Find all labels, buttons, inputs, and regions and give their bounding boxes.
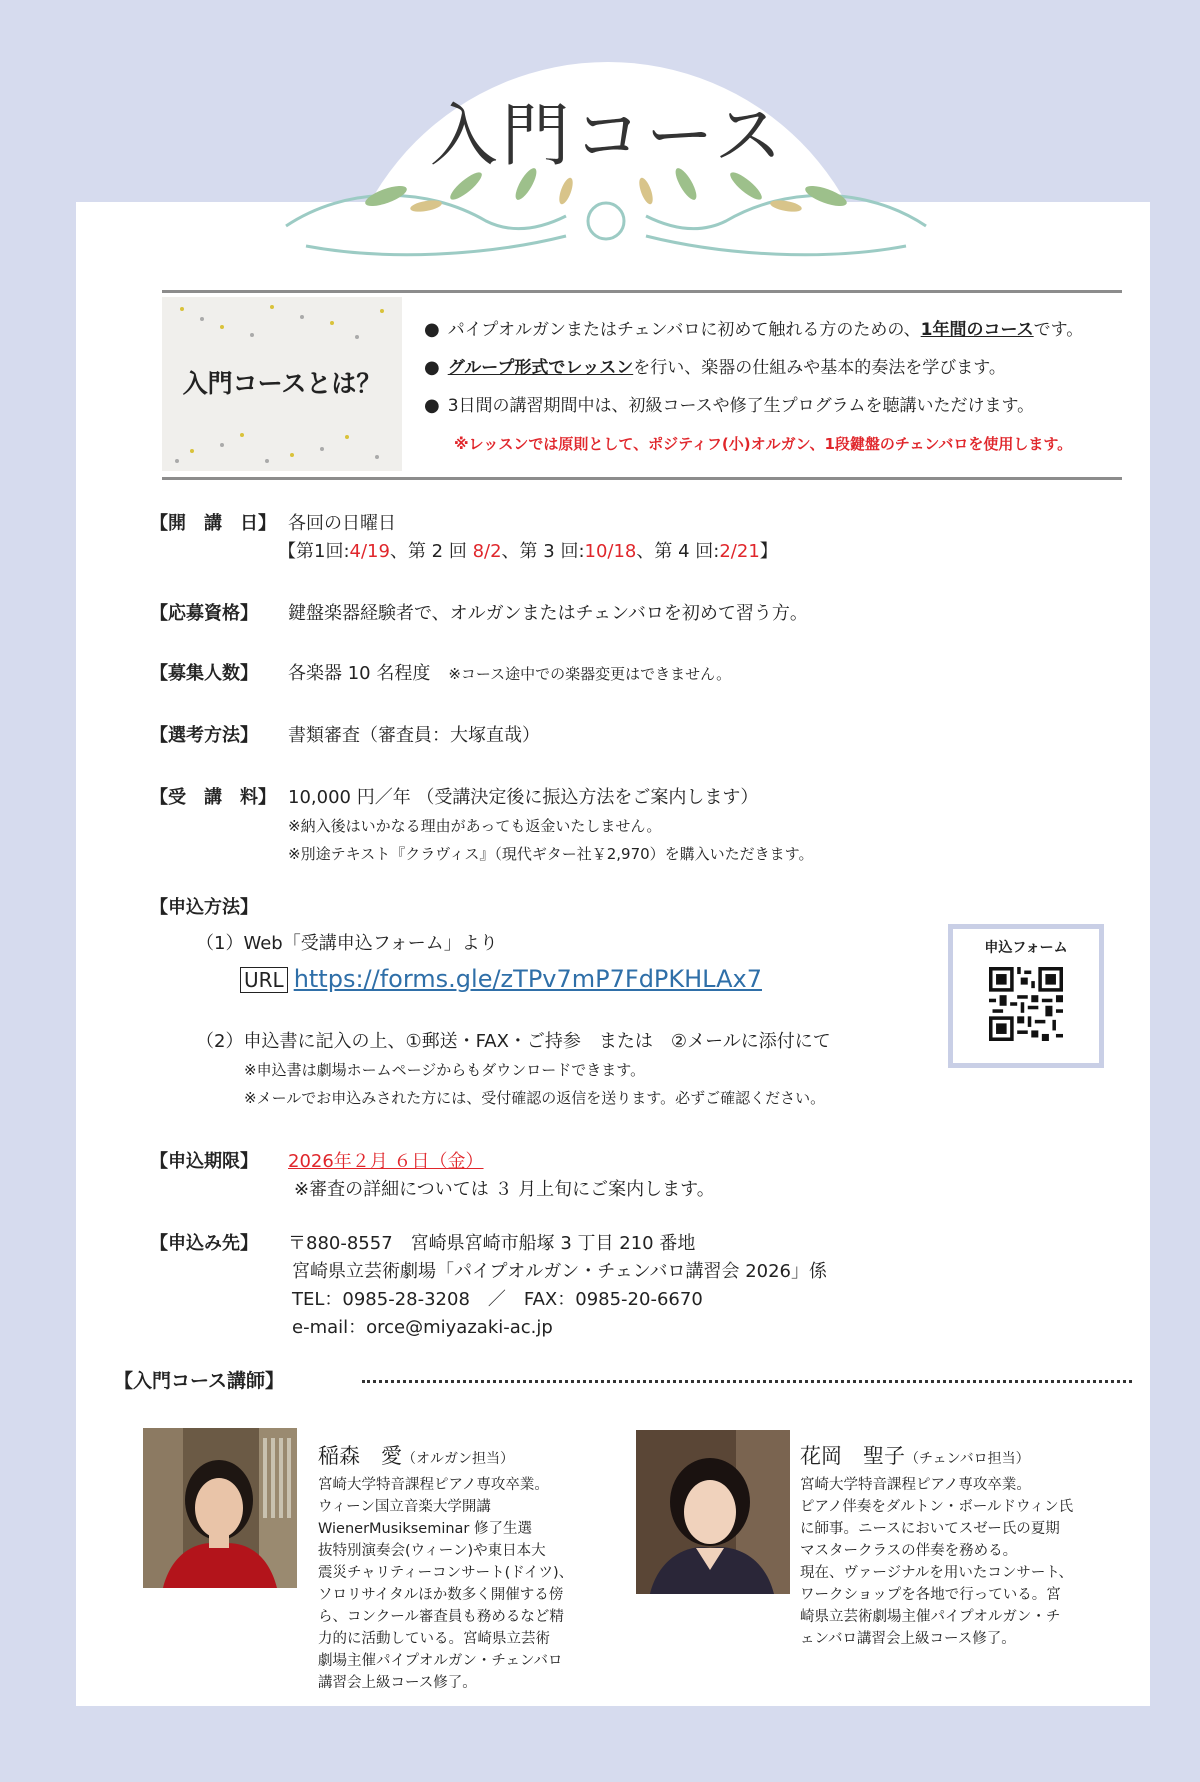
- apply-url: [240, 962, 762, 999]
- apply-web: （1）Web「受講申込フォーム」より: [196, 933, 498, 954]
- form-link[interactable]: https://forms.gle/zTPv7mP7FdPKHLAx7: [293, 965, 762, 993]
- instructor-bio: 宮崎大学特音課程ピアノ専攻卒業。 ウィーン国立音楽大学開講 WienerMusikseminar 修了生選 抜特別演奏会(ウィーン)や東日本大 震災チャリティーコンサート(ドイツ)、 ソロリサイタルほか数多く開催する傍 ら、コンクール審査員も務めるなど精 力的に活動している。宮崎県立芸術 劇場主催パイプオルガン・チェンバロ 講習会上級コース修了。: [318, 1477, 574, 1691]
- leaf-ornament-icon: [266, 166, 946, 266]
- apply: 【申込方法】: [150, 897, 258, 918]
- intro-note: ※レッスンでは原則として、ポジティフ(小)オルガン、1段鍵盤のチェンバロを使用します。: [454, 435, 1073, 453]
- instructor-name: 稲森 愛（オルガン担当）: [318, 1444, 514, 1468]
- intro-item: ● パイプオルガンまたはチェンバロに初めて触れる方のための、1年間のコースです。: [424, 319, 1084, 340]
- intro-label: 入門コースとは？: [182, 369, 382, 398]
- instructor-bio: 宮崎大学特音課程ピアノ専攻卒業。 ピアノ伴奏をダルトン・ボールドウィン氏 に師事。ニースにおいてスゼー氏の夏期 マスタークラスの伴奏を務める。 現在、ヴァージナルを用いたコンサート、 ワークショップを各地で行っている。宮 崎県立芸術劇場主催パイプオルガン・チ ェンバロ講習会上級コース修了。: [800, 1477, 1074, 1647]
- contact: 【申込み先】 〒880-8557 宮崎県宮崎市船塚 3 丁目 210 番地 宮崎県立芸術劇場「パイプオルガン・チェンバロ講習会 2026」係 TEL：0985-28-3208 ／ FAX：0985-20-6670 e-mail：orce@miyazaki-ac.jp: [150, 1233, 828, 1338]
- intro-item: ● 3日間の講習期間中は、初級コースや修了生プログラムを聴講いただけます。: [424, 395, 1035, 416]
- qr-label: 申込フォーム: [984, 940, 1068, 956]
- selection: 【選考方法】 書類審査（審査員：大塚直哉）: [150, 725, 540, 746]
- dotted-divider: [362, 1380, 1132, 1383]
- intro-list: [424, 311, 1124, 463]
- bullet-icon: ●: [424, 319, 440, 340]
- deadline: 【申込期限】 2026年２月 ６日（金） ※審査の詳細については ３ 月上旬にご案内します。: [150, 1151, 715, 1200]
- instructor-name: 花岡 聖子（チェンバロ担当）: [800, 1444, 1030, 1468]
- eligibility: 【応募資格】 鍵盤楽器経験者で、オルガンまたはチェンバロを初めて習う方。: [150, 603, 808, 624]
- bullet-icon: ●: [424, 357, 440, 378]
- qr-code-panel[interactable]: [948, 924, 1104, 1068]
- instructors-heading: 【入門コース講師】: [114, 1370, 285, 1392]
- apply-paper: （2）申込書に記入の上、①郵送・FAX・ご持参 または ②メールに添付にて ※申込書は劇場ホームページからもダウンロードできます。 ※メールでお申込みされた方には、受付確認の返信を送ります。必ずご確認ください。: [196, 1031, 831, 1107]
- bullet-icon: ●: [424, 395, 440, 416]
- intro-label-box: [162, 297, 402, 471]
- intro-item: ● グループ形式でレッスンを行い、楽器の仕組みや基本的奏法を学びます。: [424, 357, 1006, 378]
- fee: 【受 講 料】 10,000 円／年 （受講決定後に振込方法をご案内します） ※納入後はいかなる理由があっても返金いたしません。 ※別途テキスト『クラヴィス』（現代ギター社￥2,970）を購入いただきます。: [150, 787, 814, 863]
- url-label: URL: [240, 967, 288, 993]
- instructor-photo-organ: [143, 1428, 297, 1588]
- confetti-dots-icon: [162, 421, 402, 471]
- capacity: 【募集人数】 各楽器 10 名程度 ※コース途中での楽器変更はできません。: [150, 663, 732, 684]
- qr-code-icon[interactable]: [989, 967, 1063, 1041]
- instructor-photo-cembalo: [636, 1430, 790, 1594]
- schedule: 【開 講 日】 各回の日曜日 【第1回:4/19、第 2 回 8/2、第 3 回:10/18、第 4 回:2/21】: [150, 513, 778, 562]
- intro-section: [162, 290, 1122, 480]
- page-title: 入門コース: [429, 97, 787, 176]
